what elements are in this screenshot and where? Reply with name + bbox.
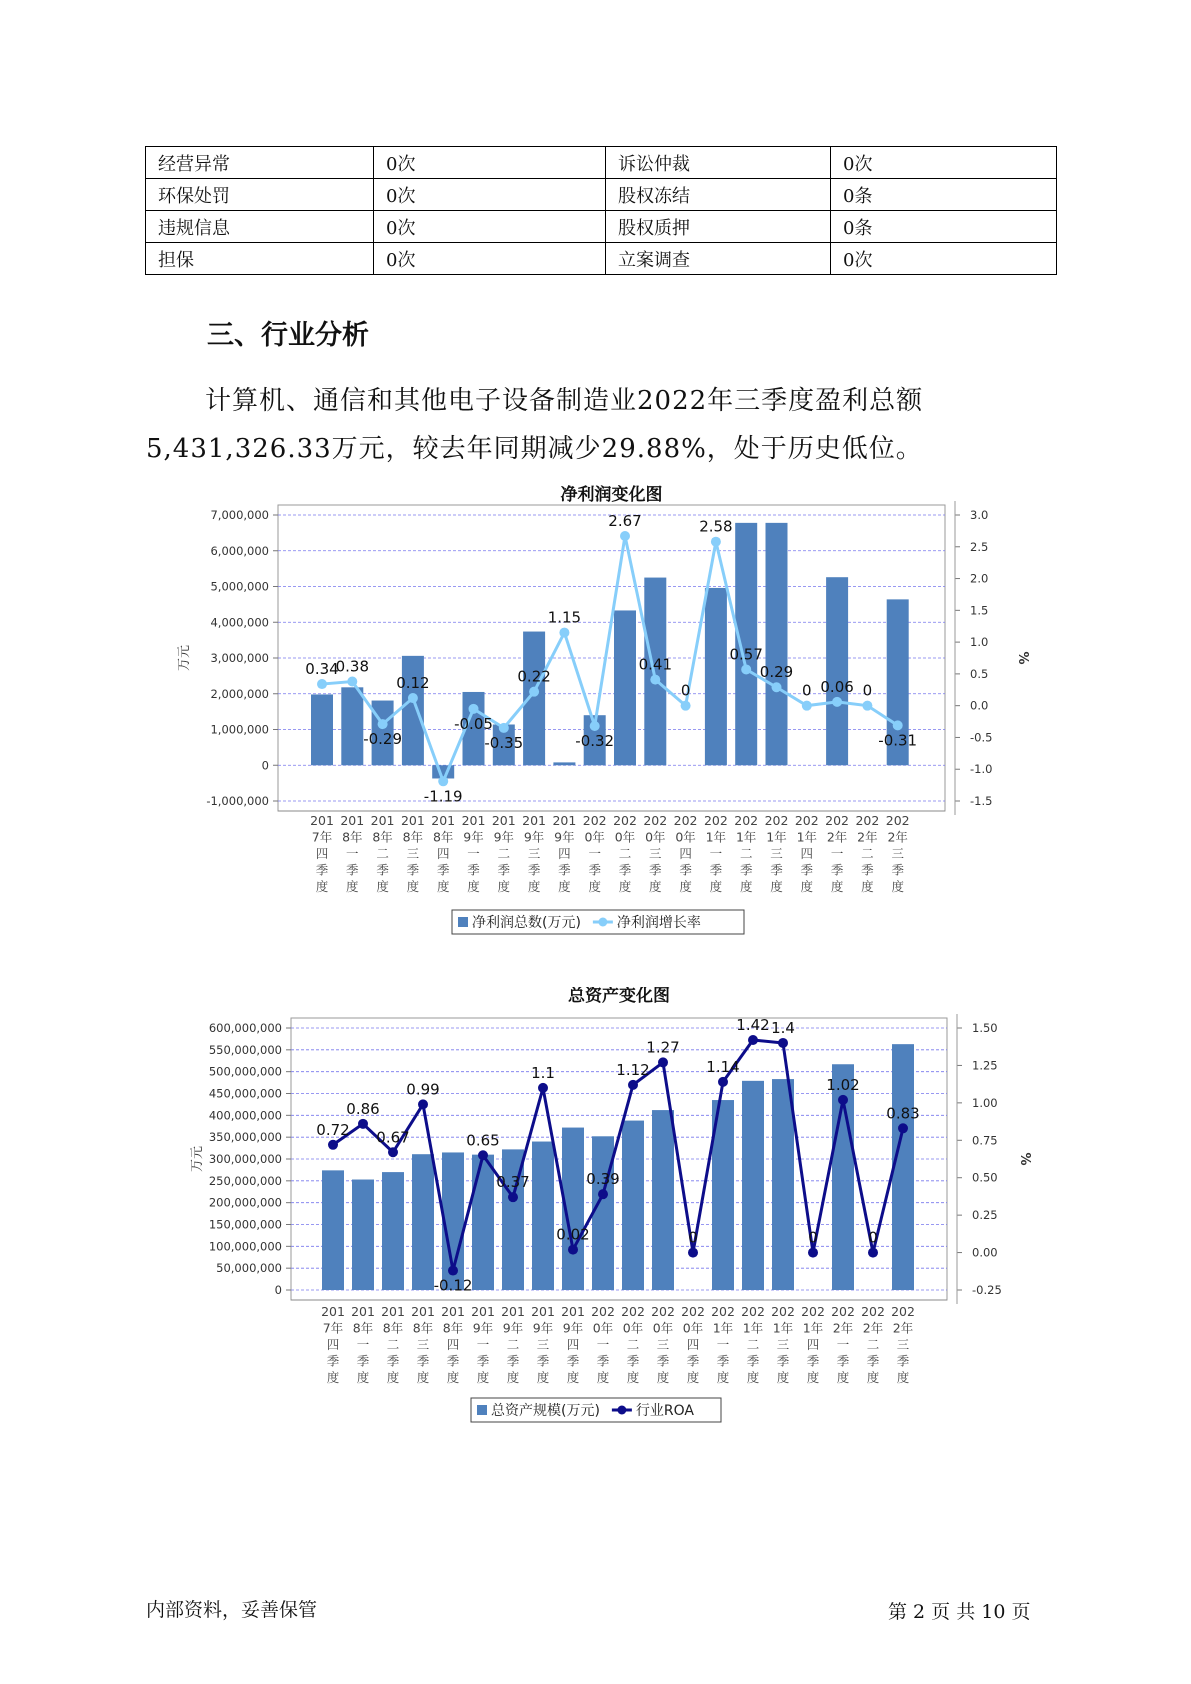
data-label: 0.65: [466, 1131, 500, 1150]
data-label: 1.12: [616, 1060, 650, 1079]
table-cell: 0次: [374, 179, 606, 211]
y2-tick-label: 2.0: [970, 571, 989, 586]
table-cell: 违规信息: [146, 211, 374, 243]
data-label: 0.86: [346, 1099, 380, 1118]
data-label: 0.57: [729, 645, 763, 664]
y2-axis-label: %: [1015, 651, 1030, 665]
legend-line-label: 净利润增长率: [616, 915, 701, 931]
y-tick-label: 200,000,000: [208, 1195, 282, 1210]
bar: [311, 694, 333, 765]
data-label: 0.02: [556, 1225, 590, 1244]
x-tick-label: 201 9年三季度: [531, 1304, 555, 1385]
x-tick-label: 201 8年四季度: [431, 813, 456, 894]
line-point: [590, 721, 600, 731]
x-tick-label: 202 0年一季度: [582, 813, 607, 894]
data-label: -0.29: [363, 730, 403, 749]
y-tick-label: 50,000,000: [216, 1261, 282, 1276]
y-axis-label: 万元: [177, 644, 192, 672]
data-label: 0.99: [406, 1080, 440, 1099]
y-tick-label: 0: [274, 1283, 282, 1297]
footer-confidential-note: 内部资料，妥善保管: [146, 1599, 318, 1621]
line-point: [650, 675, 660, 685]
data-label: 0.67: [376, 1128, 410, 1147]
legend-bar-swatch: [458, 917, 468, 927]
data-label: 0: [862, 681, 873, 700]
x-tick-label: 202 2年一季度: [831, 1304, 855, 1385]
net-profit-chart: [0, 485, 1191, 945]
legend-line-marker: [617, 1406, 626, 1415]
line-point: [408, 693, 418, 703]
bar: [652, 1110, 674, 1290]
line-point: [748, 1035, 758, 1045]
y-tick-label: 4,000,000: [210, 615, 269, 630]
data-label: 1.1: [531, 1063, 555, 1082]
y-tick-label: 100,000,000: [208, 1239, 282, 1254]
table-row: [146, 211, 1057, 243]
line-point: [438, 776, 448, 786]
line-point: [778, 1038, 788, 1048]
data-label: -0.05: [454, 714, 493, 733]
bar: [523, 632, 545, 766]
line-point: [378, 719, 388, 729]
y2-tick-label: 1.0: [970, 635, 989, 650]
data-label: 0.22: [517, 667, 551, 686]
data-label: 0: [680, 681, 691, 700]
x-tick-label: 202 0年二季度: [621, 1304, 645, 1385]
data-label: 1.27: [646, 1038, 680, 1057]
y2-tick-label: 1.25: [972, 1058, 998, 1073]
data-label: 0.38: [335, 657, 370, 676]
x-tick-label: 201 8年一季度: [351, 1304, 375, 1385]
x-tick-label: 202 2年三季度: [891, 1304, 915, 1385]
bar: [322, 1170, 344, 1290]
data-label: 2.58: [699, 517, 733, 536]
y-tick-label: 550,000,000: [208, 1042, 282, 1057]
x-tick-label: 201 9年一季度: [461, 813, 486, 894]
total-assets-chart: [0, 987, 1191, 1447]
x-tick-label: 202 1年三季度: [764, 813, 789, 894]
bar: [772, 1079, 794, 1290]
x-tick-label: 201 9年四季度: [552, 813, 577, 894]
data-label: 0: [802, 681, 812, 700]
x-tick-label: 202 2年二季度: [855, 813, 880, 894]
legend-line-label: 行业ROA: [635, 1403, 694, 1419]
bar: [742, 1081, 764, 1290]
bar: [592, 1136, 614, 1290]
x-tick-label: 202 1年二季度: [734, 813, 759, 894]
y-tick-label: 500,000,000: [208, 1064, 282, 1079]
table-cell: 环保处罚: [146, 179, 374, 211]
bar: [341, 687, 363, 765]
y2-tick-label: 0.0: [970, 698, 989, 713]
line-point: [469, 704, 479, 714]
y-tick-label: 2,000,000: [210, 686, 269, 701]
y2-tick-label: 1.50: [972, 1021, 998, 1035]
x-tick-label: 202 2年三季度: [885, 813, 910, 894]
x-tick-label: 201 8年二季度: [381, 1304, 405, 1385]
line-point: [688, 1248, 698, 1258]
y2-tick-label: 1.5: [970, 603, 989, 618]
data-label: 1.15: [547, 608, 582, 627]
line-point: [448, 1266, 458, 1276]
risk-info-table: [145, 146, 1057, 275]
line-point: [508, 1192, 518, 1202]
line-point: [358, 1119, 368, 1129]
bar: [766, 523, 788, 765]
line-point: [347, 677, 357, 687]
y2-tick-label: 0.00: [972, 1245, 998, 1260]
line-point: [478, 1150, 488, 1160]
data-label: 0: [688, 1228, 698, 1247]
x-tick-label: 202 0年四季度: [681, 1304, 705, 1385]
chart-title: 总资产变化图: [568, 987, 670, 1006]
line-point: [862, 701, 872, 711]
bar: [614, 610, 636, 765]
table-cell: 0次: [831, 243, 1057, 275]
line-point: [832, 697, 842, 707]
legend-bar-label: 净利润总数(万元): [472, 915, 581, 931]
x-tick-label: 202 0年三季度: [651, 1304, 675, 1385]
bar: [532, 1142, 554, 1290]
line-point: [898, 1123, 908, 1133]
y2-tick-label: 0.75: [972, 1133, 998, 1148]
y-tick-label: 250,000,000: [208, 1173, 282, 1188]
y-tick-label: 350,000,000: [208, 1130, 282, 1145]
data-label: -1.19: [423, 787, 463, 806]
line-point: [628, 1080, 638, 1090]
x-tick-label: 201 7年四季度: [321, 1304, 345, 1385]
y2-tick-label: 2.5: [970, 539, 989, 554]
data-label: -0.12: [433, 1276, 473, 1295]
x-tick-label: 202 0年一季度: [591, 1304, 615, 1385]
legend-bar-label: 总资产规模(万元): [491, 1403, 600, 1419]
x-tick-label: 201 9年二季度: [491, 813, 516, 894]
line-point: [772, 682, 782, 692]
data-label: 0.41: [638, 655, 673, 674]
y-tick-label: 7,000,000: [210, 508, 269, 522]
analysis-paragraph: 计算机、通信和其他电子设备制造业2022年三季度盈利总额5,431,326.33万元，较去年同期减少29.88%，处于历史低位。: [146, 386, 924, 464]
bar: [735, 523, 757, 765]
bar: [705, 588, 727, 765]
y2-tick-label: -1.0: [970, 762, 993, 777]
table-cell: 0次: [374, 211, 606, 243]
bar: [352, 1180, 374, 1290]
data-label: 0.34: [305, 660, 339, 679]
y-tick-label: 400,000,000: [208, 1108, 282, 1123]
bar: [412, 1154, 434, 1290]
x-tick-label: 202 0年四季度: [673, 813, 698, 894]
legend-bar-swatch: [477, 1405, 487, 1415]
y2-tick-label: 0.50: [972, 1170, 998, 1185]
data-label: 1.4: [771, 1018, 795, 1037]
line-point: [328, 1140, 338, 1150]
y2-tick-label: 3.0: [970, 508, 989, 522]
table-row: [146, 179, 1057, 211]
data-label: 0.39: [586, 1170, 620, 1189]
section-title: 三、行业分析: [207, 320, 369, 351]
bar: [472, 1155, 494, 1290]
x-tick-label: 201 8年三季度: [400, 813, 425, 894]
data-label: 0.29: [759, 663, 794, 682]
data-label: 2.67: [608, 511, 642, 530]
line-point: [808, 1248, 818, 1258]
x-tick-label: 202 1年一季度: [711, 1304, 735, 1385]
line-point: [559, 628, 569, 638]
line-point: [658, 1057, 668, 1067]
data-label: 0.06: [820, 677, 854, 696]
table-cell: 0条: [831, 179, 1057, 211]
x-tick-label: 201 8年四季度: [441, 1304, 465, 1385]
data-label: -0.32: [575, 732, 615, 751]
x-tick-label: 202 0年二季度: [613, 813, 637, 894]
y-tick-label: 3,000,000: [210, 651, 269, 665]
bar: [402, 656, 424, 765]
data-label: 0.72: [316, 1120, 350, 1139]
data-label: 1.14: [706, 1057, 740, 1076]
x-tick-label: 201 9年一季度: [471, 1304, 495, 1385]
table-cell: 0次: [374, 147, 606, 179]
x-tick-label: 202 1年三季度: [771, 1304, 795, 1385]
table-cell: 0次: [374, 243, 606, 275]
line-point: [838, 1095, 848, 1105]
x-tick-label: 202 1年一季度: [703, 813, 728, 894]
line-point: [868, 1248, 878, 1258]
y2-tick-label: -1.5: [970, 794, 993, 808]
bar: [553, 762, 575, 765]
y-tick-label: 600,000,000: [208, 1021, 282, 1035]
y2-tick-label: 1.00: [972, 1095, 998, 1110]
table-cell: 担保: [146, 243, 374, 275]
line-point: [499, 723, 509, 733]
line-point: [568, 1245, 578, 1255]
table-cell: 0条: [831, 211, 1057, 243]
line-point: [893, 720, 903, 730]
line-point: [529, 687, 539, 697]
x-tick-label: 201 8年二季度: [370, 813, 395, 894]
data-label: 1.02: [826, 1075, 860, 1094]
line-point: [802, 701, 812, 711]
x-tick-label: 201 9年二季度: [501, 1304, 525, 1385]
line-point: [388, 1147, 398, 1157]
y-tick-label: 450,000,000: [208, 1086, 282, 1101]
data-label: 0: [808, 1228, 818, 1247]
bar: [622, 1121, 644, 1290]
y-tick-label: 300,000,000: [208, 1152, 282, 1166]
y-tick-label: -1,000,000: [206, 794, 269, 808]
line-point: [718, 1077, 728, 1087]
bar: [892, 1044, 914, 1290]
data-label: 1.42: [736, 1015, 770, 1034]
table-cell: 股权质押: [606, 211, 831, 243]
x-tick-label: 202 2年二季度: [861, 1304, 885, 1385]
y-tick-label: 5,000,000: [210, 579, 269, 594]
y-tick-label: 1,000,000: [210, 722, 269, 737]
data-label: 0.37: [496, 1173, 530, 1192]
line-point: [317, 679, 327, 689]
x-tick-label: 202 1年二季度: [741, 1304, 765, 1385]
bar: [382, 1172, 404, 1290]
table-cell: 股权冻结: [606, 179, 831, 211]
y2-tick-label: 0.5: [970, 666, 989, 681]
x-tick-label: 202 1年四季度: [801, 1304, 825, 1385]
x-tick-label: 202 2年一季度: [825, 813, 850, 894]
y2-tick-label: -0.25: [972, 1283, 1002, 1297]
data-label: 0: [868, 1228, 878, 1247]
y2-axis-label: %: [1017, 1152, 1032, 1166]
x-tick-label: 201 8年三季度: [411, 1304, 435, 1385]
line-point: [741, 664, 751, 674]
x-tick-label: 202 1年四季度: [794, 813, 819, 894]
y-tick-label: 6,000,000: [210, 543, 269, 558]
line-point: [598, 1189, 608, 1199]
data-label: 0.83: [886, 1104, 920, 1123]
y-axis-label: 万元: [190, 1145, 205, 1173]
data-label: -0.31: [878, 731, 918, 750]
data-label: 0.12: [396, 674, 430, 693]
line-point: [681, 701, 691, 711]
table-row: [146, 147, 1057, 179]
table-cell: 0次: [831, 147, 1057, 179]
y2-tick-label: -0.5: [970, 730, 993, 745]
line-point: [418, 1099, 428, 1109]
legend-line-marker: [598, 918, 607, 927]
x-tick-label: 201 8年一季度: [340, 813, 365, 894]
x-tick-label: 201 9年四季度: [561, 1304, 585, 1385]
line-point: [711, 537, 721, 547]
data-label: -0.35: [484, 733, 524, 752]
table-cell: 诉讼仲裁: [606, 147, 831, 179]
table-cell: 立案调查: [606, 243, 831, 275]
bar: [826, 577, 848, 765]
y2-tick-label: 0.25: [972, 1208, 998, 1223]
x-tick-label: 201 9年三季度: [522, 813, 547, 894]
y-tick-label: 150,000,000: [208, 1217, 282, 1232]
y-tick-label: 0: [261, 758, 269, 773]
chart-title: 净利润变化图: [560, 485, 663, 505]
table-row: [146, 243, 1057, 275]
x-tick-label: 202 0年三季度: [643, 813, 668, 894]
x-tick-label: 201 7年四季度: [310, 813, 334, 894]
table-cell: 经营异常: [146, 147, 374, 179]
line-point: [620, 531, 630, 541]
line-point: [538, 1083, 548, 1093]
footer-page-number: 第 2 页 共 10 页: [888, 1601, 1031, 1623]
